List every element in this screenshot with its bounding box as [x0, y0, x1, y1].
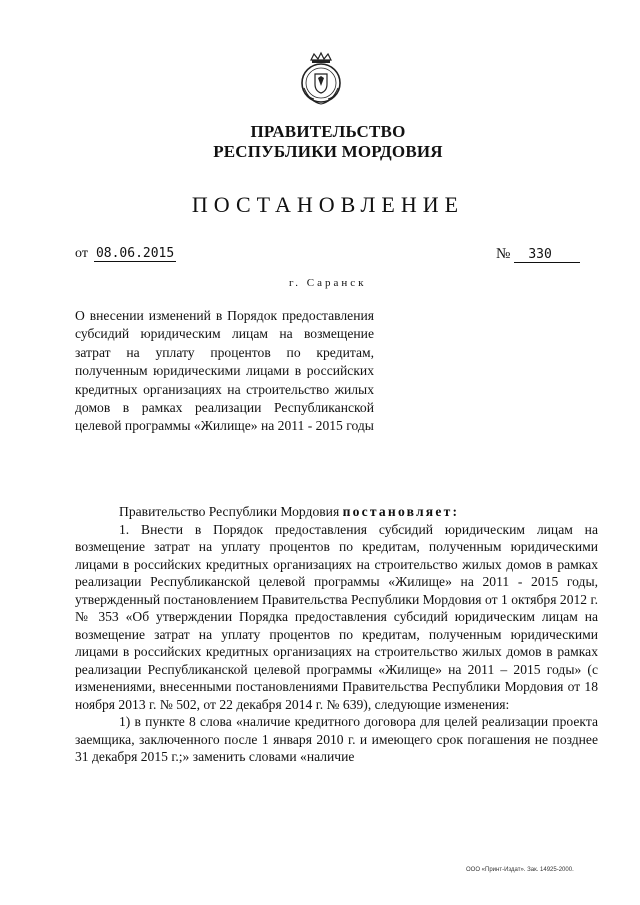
intro-text: Правительство Республики Мордовия [119, 504, 343, 519]
item-1-paragraph: 1. Внести в Порядок предоставления субсидий юридическим лицам на возмещение затрат на уплату процентов по кредитам, полученным юридическими лицами в российских кредитных организациях на строительство жилых домов в рамках реализации Республиканской целевой программы «Жилище» на 2011 - 2015 годы, утвержденный постановлением Правительства Республики Мордовия от 1 октября 2012 г. № 353 «Об утверждении Порядка предоставления субсидий юридическим лицам на возмещение затрат на уплату процентов по кредитам, полученным юридическими лицами в российских кредитных организациях на строительство жилых домов в рамках реализации Республиканской целевой программы «Жилище» на 2011 – 2015 годы» (с изменениями, внесенными постановлениями Правительства Республики Мордовия от 18 ноября 2013 г. № 502, от 22 декабря 2014 г. № 639), следующие изменения: [75, 521, 598, 712]
number-line [496, 246, 580, 263]
city-label: г. Саранск [289, 277, 367, 289]
item-1-1-paragraph: 1) в пункте 8 слова «наличие кредитного договора для целей реализации проекта заемщика, заключенного после 1 января 2010 г. и имеющего срок погашения не позднее 31 декабря 2015 г.;» заменить словами «наличие [75, 714, 598, 764]
intro-paragraph [75, 503, 598, 521]
document-subject: О внесении изменений в Порядок предоставления субсидий юридическим лицам на возмещение затрат на уплату процентов по кредитам, полученным юридическими лицами в российских кредитных организациях на строительство жилых домов в рамках реализации Республиканской целевой программы «Жилище» на 2011 - 2015 годы [75, 308, 374, 434]
date-line [75, 246, 176, 262]
date-prefix: от [75, 246, 88, 261]
coat-of-arms-icon [296, 50, 346, 110]
government-title-line-1: ПРАВИТЕЛЬСТВО [250, 122, 406, 141]
document-type-heading: ПОСТАНОВЛЕНИЕ [191, 192, 465, 217]
document-date: 08.06.2015 [95, 246, 175, 261]
printer-footer: ООО «Принт-Издат». Зак. 14925-2000. [466, 867, 574, 873]
document-number: 330 [514, 247, 580, 263]
number-prefix: № [496, 246, 511, 262]
document-body [75, 503, 598, 766]
government-title-line-2: РЕСПУБЛИКИ МОРДОВИЯ [213, 142, 443, 161]
intro-verb: постановляет: [342, 504, 460, 519]
